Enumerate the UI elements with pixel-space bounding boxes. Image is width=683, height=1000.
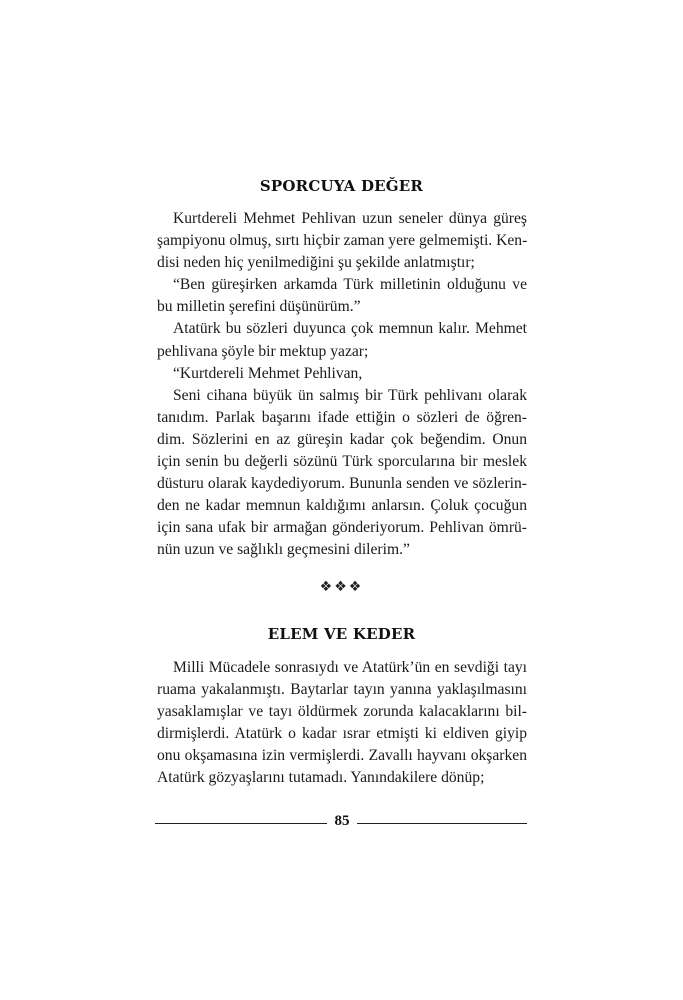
paragraph-line: onu okşamasına izin vermişlerdi. Zavallı hayvanı okşarken [157,747,527,765]
paragraph-line: “Ben güreşirken arkamda Türk milletinin olduğunu ve [173,276,527,294]
paragraph-line: ruama yakalanmıştı. Baytarlar tayın yanına yaklaşılmasını [157,681,527,699]
section-body-sporcuya-deger [157,208,527,562]
paragraph-line: dirmişlerdi. Atatürk o kadar ısrar etmişti ki eldiven giyip [157,725,527,743]
paragraph-line: düsturu olarak kaydediyorum. Bununla senden ve sözlerin- [157,475,527,493]
paragraph-line: pehlivana şöyle bir mektup yazar; [157,342,369,360]
paragraph-line: Seni cihana büyük ün salmış bir Türk pehlivanı olarak [173,386,527,404]
paragraph-line: “Kurtdereli Mehmet Pehlivan, [173,364,363,382]
section-body-elem-ve-keder [157,657,527,790]
paragraph-line: için senin bu değerli sözünü Türk sporcularına bir meslek [157,453,527,471]
paragraph-line: Atatürk gözyaşlarını tutamadı. Yanındakilere dönüp; [157,769,485,787]
section-separator-ornament: ❖❖❖ [319,579,364,595]
paragraph-line: yasaklamışlar ve tayı öldürmek zorunda kalacaklarını bil- [157,703,527,721]
section-title-sporcuya-deger: SPORCUYA DEĞER [259,177,424,195]
paragraph-line: disi neden hiç yenilmediğini şu şekilde anlatmıştır; [157,254,475,272]
footer-rule-left [155,823,327,824]
paragraph-line: Milli Mücadele sonrasıydı ve Atatürk’ün en sevdiği tayı [173,659,527,676]
paragraph-line: için sana ufak bir armağan gönderiyorum. Pehlivan ömrü- [157,519,527,537]
paragraph-line: bu milletin şerefini düşünürüm.” [157,298,361,316]
paragraph-line: den ne kadar memnun kaldığımı anlarsın. Çoluk çocuğun [157,497,527,515]
paragraph-line: şampiyonu olmuş, sırtı hiçbir zaman yere gelmemişti. Ken- [157,232,528,250]
paragraph-line: Kurtdereli Mehmet Pehlivan uzun seneler dünya güreş [173,210,527,227]
paragraph-line: tanıdım. Parlak başarını ifade ettiğin o sözleri de öğren- [157,408,527,426]
paragraph-line: Atatürk bu sözleri duyunca çok memnun kalır. Mehmet [173,320,527,338]
section-title-elem-ve-keder: ELEM VE KEDER [267,625,416,643]
page-number: 85 [334,813,350,829]
paragraph-line: dim. Sözlerini en az güreşin kadar çok beğendim. Onun [157,430,527,448]
paragraph-line: nün uzun ve sağlıklı geçmesini dilerim.” [157,541,410,559]
footer-rule-right [357,823,527,824]
